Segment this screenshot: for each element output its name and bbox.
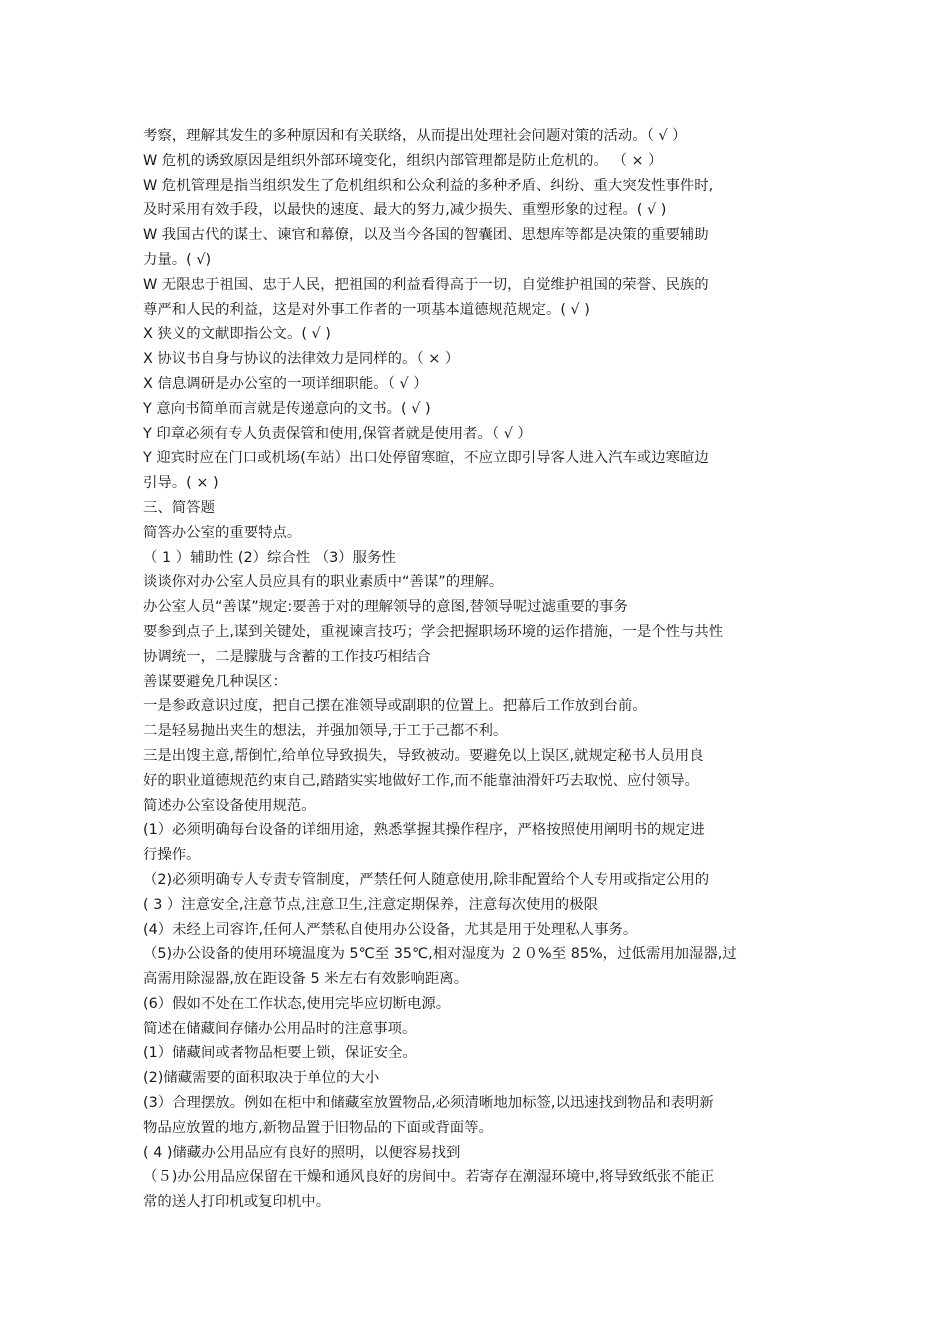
text-line: X 协议书自身与协议的法律效力是同样的。（ × ） xyxy=(143,351,460,368)
text-line: 及时采用有效手段，以最快的速度、最大的努力,减少损失、重塑形象的过程。( √ ) xyxy=(143,202,667,219)
text-line: （５)办公用品应保留在干燥和通风良好的房间中。若寄存在潮湿环境中,将导致纸张不能正 xyxy=(143,1169,715,1186)
text-line: (6）假如不处在工作状态,使用完毕应切断电源。 xyxy=(143,995,451,1012)
text-line: 尊严和人民的利益，这是对外事工作者的一项基本道德规范规定。( √ ) xyxy=(143,301,590,318)
text-line: X 狭义的文献即指公文。( √ ) xyxy=(143,326,331,343)
text-line: 高需用除湿器,放在距设备 5 米左右有效影响距离。 xyxy=(143,971,469,988)
text-line: 办公室人员“善谋”规定:要善于对的理解领导的意图,替领导呢过滤重要的事务 xyxy=(143,599,628,616)
text-line: 三、简答题 xyxy=(143,499,215,516)
text-line: 考察，理解其发生的多种原因和有关联络，从而提出处理社会问题对策的活动。（ √ ） xyxy=(143,128,687,144)
text-line: W 我国古代的谋士、谏官和幕僚，以及当今各国的智囊团、思想库等都是决策的重要辅助 xyxy=(143,227,709,244)
text-line: ( 3 ）注意安全,注意节点,注意卫生,注意定期保养，注意每次使用的极限 xyxy=(143,896,598,913)
text-line: 一是参政意识过度，把自己摆在准领导或副职的位置上。把幕后工作放到台前。 xyxy=(143,698,647,715)
text-line: (1）储藏间或者物品柜要上锁，保证安全。 xyxy=(143,1045,417,1062)
text-line: W 危机管理是指当组织发生了危机组织和公众利益的多种矛盾、纠纷、重大突发性事件时, xyxy=(143,177,714,194)
text-line: 二是轻易抛出夹生的想法，并强加领导,于工于己都不利。 xyxy=(143,723,508,740)
text-line: 三是出馊主意,帮倒忙,给单位导致损失，导致被动。要避免以上误区,就规定秘书人员用良 xyxy=(143,747,704,764)
text-line: 要参到点子上,谋到关键处，重视谏言技巧；学会把握职场环境的运作措施，一是个性与共性 xyxy=(143,623,724,640)
text-line: 简述办公室设备使用规范。 xyxy=(143,797,316,814)
text-line: X 信息调研是办公室的一项详细职能。（ √ ） xyxy=(143,375,428,392)
text-line: ( 4 )储藏办公用品应有良好的照明，以便容易找到 xyxy=(143,1144,461,1161)
text-line: 谈谈你对办公室人员应具有的职业素质中“善谋”的理解。 xyxy=(143,574,504,591)
text-line: （ 1 ）辅助性 (2）综合性 （3）服务性 xyxy=(143,549,396,566)
text-line: W 危机的诱致原因是组织外部环境变化，组织内部管理都是防止危机的。 （ × ） xyxy=(143,152,663,169)
text-line: 常的送人打印机或复印机中。 xyxy=(143,1194,331,1211)
text-line: Y 迎宾时应在门口或机场(车站）出口处停留寒暄，不应立即引导客人进入汽车或边寒暄边 xyxy=(143,450,709,467)
text-line: (2)储藏需要的面积取决于单位的大小 xyxy=(143,1070,380,1087)
text-line: 善谋要避免几种误区： xyxy=(143,673,287,690)
document-body xyxy=(143,124,813,1215)
text-line: （2)必须明确专人专责专管制度，严禁任何人随意使用,除非配置给个人专用或指定公用的 xyxy=(143,871,710,888)
text-line: 物品应放置的地方,新物品置于旧物品的下面或背面等。 xyxy=(143,1119,493,1136)
text-line: 好的职业道德规范约束自己,踏踏实实地做好工作,而不能靠油滑奸巧去取悦、应付领导。 xyxy=(143,772,699,789)
text-line: 协调统一，二是朦胧与含蓄的工作技巧相结合 xyxy=(143,648,431,665)
text-line: (1）必须明确每台设备的详细用途，熟悉掌握其操作程序，严格按照使用阐明书的规定进 xyxy=(143,822,705,839)
text-line: Y 意向书简单而言就是传递意向的文书。( √ ) xyxy=(143,400,431,417)
text-line: (4）未经上司容许,任何人严禁私自使用办公设备，尤其是用于处理私人事务。 xyxy=(143,921,638,938)
text-line: 简述在储藏间存储办公用品时的注意事项。 xyxy=(143,1020,417,1037)
text-line: （5)办公设备的使用环境温度为 5℃至 35℃,相对湿度为 ２０%至 85%，过低需用加湿器,过 xyxy=(143,946,737,963)
text-line: W 无限忠于祖国、忠于人民，把祖国的利益看得高于一切，自觉维护祖国的荣誉、民族的 xyxy=(143,276,709,293)
text-line: 简答办公室的重要特点。 xyxy=(143,524,302,541)
text-line: (3）合理摆放。例如在柜中和储藏室放置物品,必须清晰地加标签,以迅速找到物品和表明新 xyxy=(143,1095,714,1112)
text-line: 力量。( √) xyxy=(143,251,212,268)
text-line: 引导。( × ) xyxy=(143,475,219,492)
text-line: Y 印章必须有专人负责保管和使用,保管者就是使用者。（ √ ） xyxy=(143,425,532,442)
text-line: 行操作。 xyxy=(143,847,201,864)
